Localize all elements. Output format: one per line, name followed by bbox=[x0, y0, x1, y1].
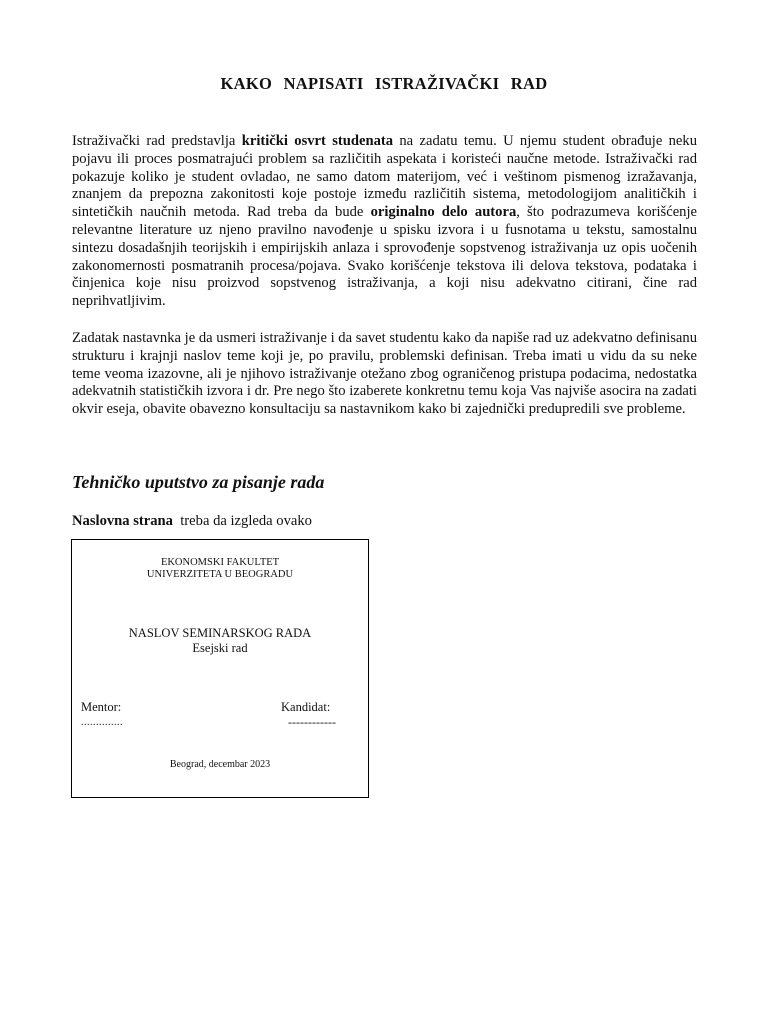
sample-paper-title-block bbox=[72, 626, 368, 656]
mentor-placeholder: .............. bbox=[81, 717, 123, 728]
institution-line-2: UNIVERZITETA U BEOGRADU bbox=[146, 569, 294, 580]
intro-text-1: Istraživački rad predstavlja bbox=[72, 133, 242, 149]
mentor-label: Mentor: bbox=[81, 700, 122, 714]
intro-paragraph bbox=[72, 133, 697, 311]
title-page-intro bbox=[72, 513, 312, 530]
document-title: KAKO NAPISATI ISTRAŽIVAČKI RAD bbox=[220, 74, 548, 93]
title-page-rest: treba da izgleda ovako bbox=[172, 513, 312, 529]
section-heading: Tehničko uputstvo za pisanje rada bbox=[72, 472, 325, 492]
intro-text-3: , što podrazumeva korišćenje relevantne literature uz njeno pravilno navođenje u spisku izvora i u fusnotama u tekstu, samostalnu sintezu dosadašnjih teorijskih i empirijskih anlaza i sprovođenje sopstvenog istraživanja uz opis uočenih zakonomernosti posmatranih procesa/pojava. Svako korišćenje tekstova ili delova tekstova, podataka i činjenica koje nisu proizvod sopstvenog istraživanja, a koji nisu adekvatno citirani, čine rad neprihvatljivim. bbox=[72, 204, 697, 310]
sample-paper-subtitle: Esejski rad bbox=[192, 641, 248, 655]
intro-text-2: na zadatu temu. U njemu student obrađuje neku pojavu ili proces posmatrajući problem sa različitih aspekata i koristeći naučne metode. Istraživački rad pokazuje koliko je student ovladao, ne samo datom materijom, već i veštinom pismenog izražavanja, znanjem da prepozna zakonitosti koje postoje između različitih sistema, metodologijom analitičkih i sintetičkih naučnih metoda. Rad treba da bude bbox=[72, 133, 697, 221]
task-paragraph: Zadatak nastavnka je da usmeri istraživanje i da savet studentu kako da napiše rad uz adekvatno definisanu strukturu i krajnji naslov teme koji je, po pravilu, problemski definisan. Treba imati u vidu da su neke teme veoma izazovne, ali je njihovo istraživanje otežano zbog ograničenog pristupa podacima, nedostatka adekvatnih statističkih izvora i dr. Pre nego što izaberete konkretnu temu koja Vas najviše asocira na zadati okvir eseja, obavite obavezno konsultaciju sa nastavnikom kako bi zajednički predupredili sve probleme. bbox=[72, 330, 697, 418]
place-date: Beograd, decembar 2023 bbox=[169, 759, 271, 770]
title-page-label: Naslovna strana bbox=[72, 513, 173, 529]
kandidat-label: Kandidat: bbox=[281, 700, 331, 714]
intro-bold-2: originalno delo autora bbox=[370, 204, 517, 221]
intro-bold-1: kritički osvrt studenata bbox=[241, 133, 394, 149]
sample-paper-title: NASLOV SEMINARSKOG RADA bbox=[128, 626, 312, 640]
institution-line-1: EKONOMSKI FAKULTET bbox=[160, 557, 280, 568]
kandidat-placeholder: ------------ bbox=[288, 715, 336, 729]
sample-title-page bbox=[71, 539, 369, 798]
sample-institution bbox=[72, 557, 368, 581]
